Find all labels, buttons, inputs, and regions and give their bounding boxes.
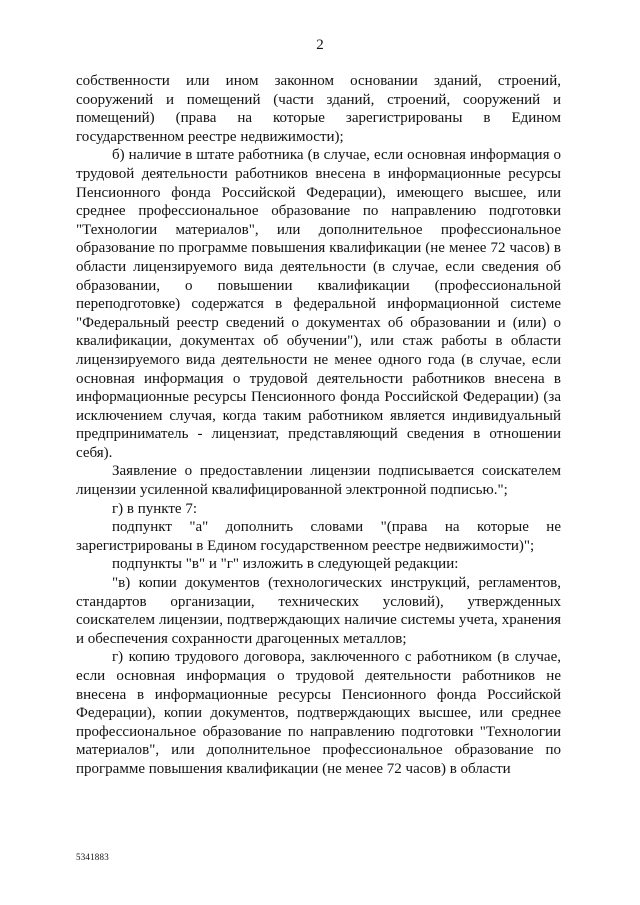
paragraph-7: "в) копии документов (технологических инструкций, регламентов, стандартов организации, технических условий), утвержденных соискателем лицензии, подтверждающих наличие системы учета, хранения и обеспечения сохранности драгоценных металлов;	[76, 575, 561, 647]
paragraph-5: подпункт "а" дополнить словами "(права на которые не зарегистрированы в Едином государственном реестре недвижимости)";	[76, 519, 561, 554]
document-body	[76, 72, 561, 779]
document-code: 5341883	[76, 852, 109, 862]
paragraph-3: Заявление о предоставлении лицензии подписывается соискателем лицензии усиленной квалифицированной электронной подписью.";	[76, 463, 561, 499]
paragraph-8: г) копию трудового договора, заключенного с работником (в случае, если основная информация о трудовой деятельности работников не внесена в информационные ресурсы Пенсионного фонда Российской Федерации), копии документов, подтверждающих высшее, или среднее профессиональное образование по направлению подготовки "Технологии материалов", или дополнительное профессиональное образование по программе повышения квалификации (не менее 72 часов) в области	[76, 649, 561, 777]
paragraph-1: собственности или ином законном основании зданий, строений, сооружений и помещений (части зданий, строений, сооружений и помещений) (права на которые зарегистрированы в Едином государственном реестре недвижимости);	[76, 73, 561, 145]
paragraph-2: б) наличие в штате работника (в случае, если основная информация о трудовой деятельности работников внесена в информационные ресурсы Пенсионного фонда Российской Федерации), имеющего высшее, или среднее профессиональное образование по направлению подготовки "Технологии материалов", или дополнительное профессиональное образование по программе повышения квалификации (не менее 72 часов) в области лицензируемого вида деятельности (в случае, если сведения об образовании, о повышении квалификации (профессиональной переподготовке) содержатся в федеральной информационной системе "Федеральный реестр сведений о документах об образовании и (или) о квалификации, документах об обучении"), или стаж работы в области лицензируемого вида деятельности не менее одного года (в случае, если основная информация о трудовой деятельности работников внесена в информационные ресурсы Пенсионного фонда Российской Федерации) (за исключением случая, когда таким работником является индивидуальный предприниматель - лицензиат, представляющий сведения в отношении себя).	[76, 147, 561, 461]
paragraph-6: подпункты "в" и "г" изложить в следующей редакции:	[112, 556, 459, 573]
paragraph-4: г) в пункте 7:	[112, 500, 198, 517]
page-number: 2	[316, 37, 324, 53]
